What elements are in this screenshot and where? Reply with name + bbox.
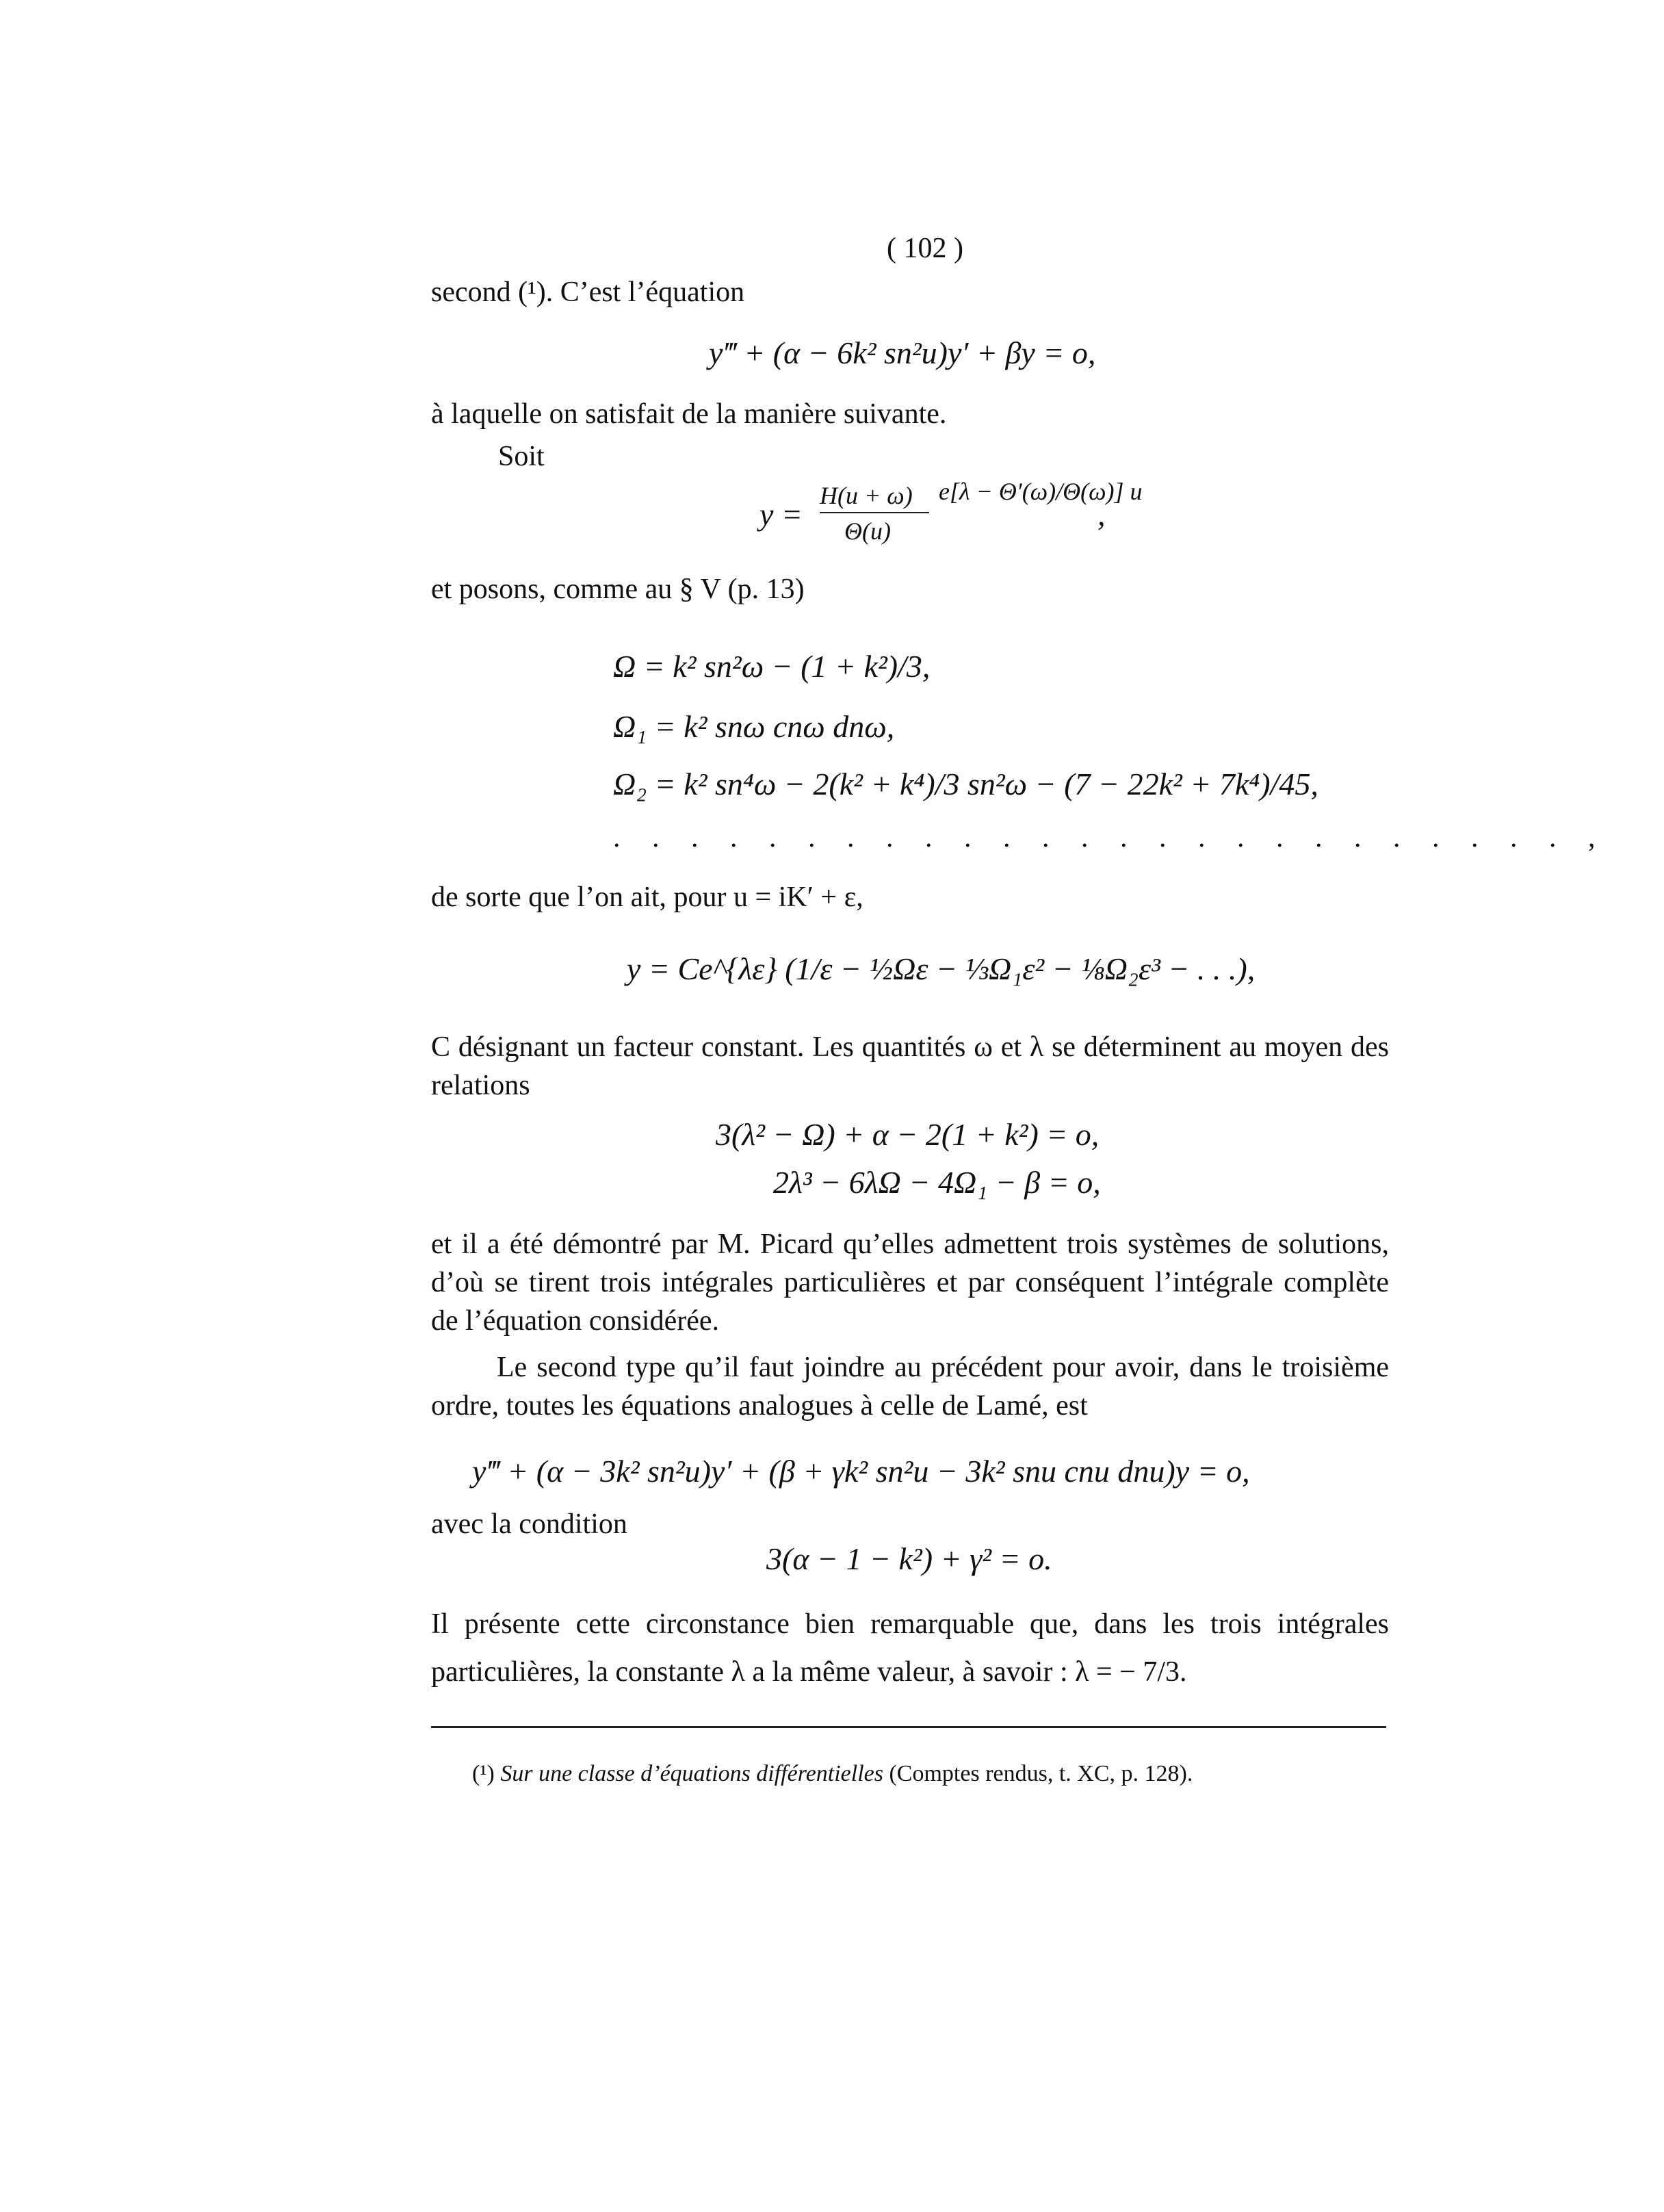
footnote-rule (431, 1726, 1386, 1728)
text-line: de sorte que l’on ait, pour u = iK′ + ε, (431, 882, 863, 913)
text-line: avec la condition (431, 1508, 627, 1540)
footnote-source: (Comptes rendus, t. XC, p. 128). (889, 1761, 1193, 1786)
text-line: et posons, comme au § V (p. 13) (431, 574, 805, 605)
paragraph: et il a été démontré par M. Picard qu’elles admettent trois systèmes de solutions, d’où se tirent trois intégrales particulières et par conséquent l’intégrale complète de l’équation considérée. (431, 1229, 1389, 1337)
equation: y‴ + (α − 3k² sn²u)y′ + (β + γk² sn²u − 3k² snu cnu dnu)y = o, (472, 1454, 1250, 1489)
equation-omega2: Ω₂ = k² sn⁴ω − 2(k² + k⁴)/3 sn²ω − (7 − 22k² + 7k⁴)/45, (613, 767, 1318, 801)
equation-fraction (759, 472, 1143, 554)
text-line: à laquelle on satisfait de la manière suivante. (431, 398, 947, 430)
page-number: ( 102 ) (887, 233, 963, 264)
comma: , (1097, 497, 1106, 532)
paragraph: C désignant un facteur constant. Les quantités ω et λ se déterminent au moyen des relations (431, 1031, 1389, 1101)
text-line: second (¹). C’est l’équation (431, 276, 745, 308)
paragraph: Le second type qu’il faut joindre au précédent pour avoir, dans le troisième ordre, toutes les équations analogues à celle de Lamé, est (431, 1352, 1389, 1422)
equation: 2λ³ − 6λΩ − 4Ω₁ − β = o, (773, 1165, 1101, 1200)
equation-lhs: y = (759, 497, 803, 532)
paragraph: Il présente cette circonstance bien remarquable que, dans les trois intégrales particulières, la constante λ a la même valeur, à savoir : λ = − 7/3. (431, 1608, 1389, 1688)
fraction-numerator: H(u + ω) (820, 482, 913, 509)
fraction-bar (820, 512, 929, 513)
text-line: Soit (498, 441, 545, 472)
ellipsis-row: . . . . . . . . . . . . . . . . . . . . . . . . . , (613, 822, 1608, 853)
footnote-marker: (¹) (472, 1761, 495, 1786)
fraction-denominator: Θ(u) (844, 517, 891, 545)
equation: y‴ + (α − 6k² sn²u)y′ + βy = o, (709, 335, 1096, 370)
footnote-title: Sur une classe d’équations différentielles (500, 1761, 883, 1786)
equation: y = Ce^{λε} (1/ε − ½Ωε − ⅓Ω₁ε² − ⅛Ω₂ε³ − . . .), (627, 951, 1256, 986)
equation: 3(λ² − Ω) + α − 2(1 + k²) = o, (716, 1117, 1100, 1152)
equation: 3(α − 1 − k²) + γ² = o. (766, 1541, 1052, 1576)
exponent: e[λ − Θ′(ω)/Θ(ω)] u (939, 478, 1143, 505)
footnote (472, 1759, 1193, 1789)
equation-omega1: Ω₁ = k² snω cnω dnω, (613, 709, 895, 744)
equation-omega: Ω = k² sn²ω − (1 + k²)/3, (613, 649, 931, 684)
